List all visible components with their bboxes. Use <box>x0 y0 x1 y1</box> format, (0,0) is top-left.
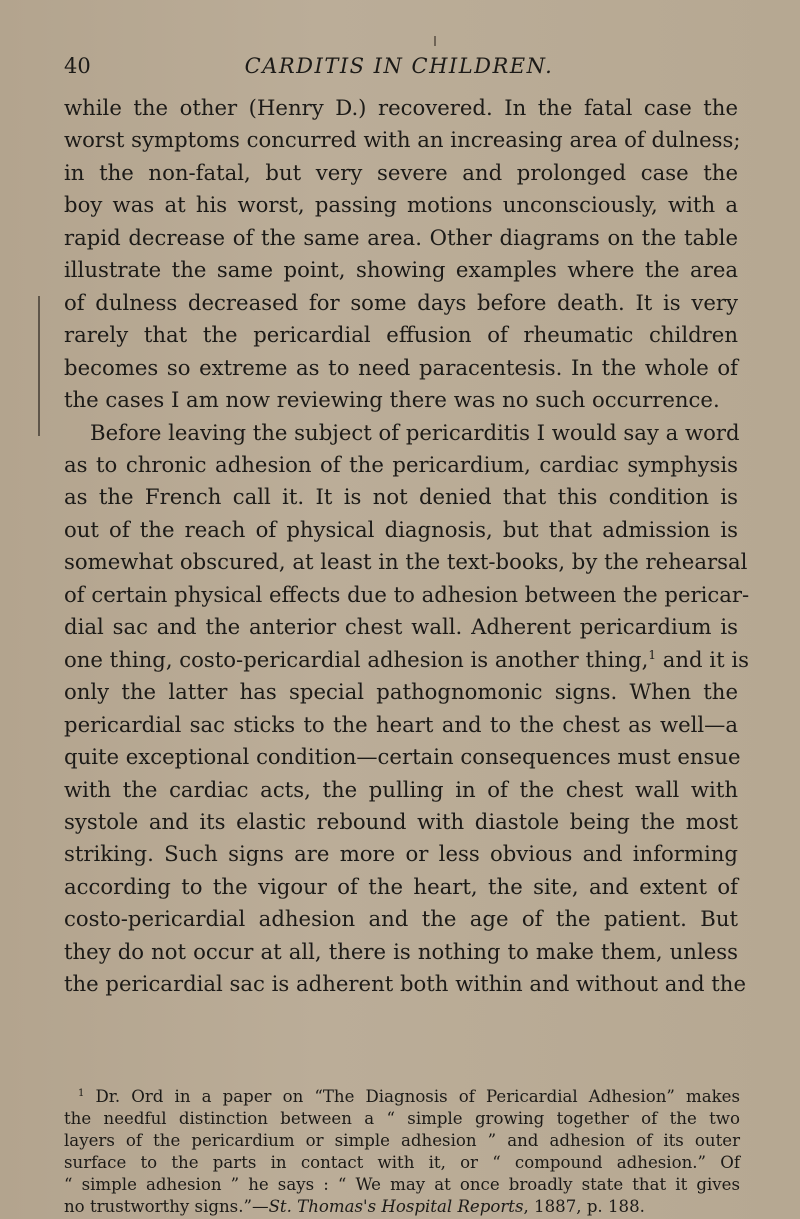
body-text <box>64 92 750 1001</box>
text-line: somewhat obscured, at least in the text-books, by the rehearsal <box>64 549 748 575</box>
text-line: with the cardiac acts, the pulling in of the chest wall with <box>64 776 738 802</box>
text-line: boy was at his worst, passing motions unconsciously, with a <box>64 192 738 218</box>
footnote-text: no trustworthy signs.”— <box>64 1197 269 1216</box>
text-line: costo-pericardial adhesion and the age of the patient. But <box>64 906 738 932</box>
text-line: while the other (Henry D.) recovered. In the fatal case the <box>64 95 738 120</box>
text-line: according to the vigour of the heart, the site, and extent of <box>64 873 738 899</box>
citation-details: , 1887, p. 188. <box>523 1197 645 1216</box>
page-number: 40 <box>64 54 91 78</box>
text-line: rarely that the pericardial effusion of rheumatic children <box>64 322 738 348</box>
text-line: the pericardial sac is adherent both within and without and the <box>64 971 746 997</box>
text-line: in the non-fatal, but very severe and prolonged case the <box>64 159 738 185</box>
text-line: quite exceptional condition—certain consequences must ensue <box>64 744 741 770</box>
margin-line-mark <box>38 296 40 436</box>
footnote <box>64 1086 740 1218</box>
text-line: systole and its elastic rebound with diastole being the most <box>64 808 738 834</box>
text-line: illustrate the same point, showing examples where the area <box>64 257 738 283</box>
text-line: dial sac and the anterior chest wall. Adherent pericardium is <box>64 614 738 640</box>
text-line: striking. Such signs are more or less obvious and informing <box>64 841 738 867</box>
footnote-text: Dr. Ord in a paper on “The Diagnosis of Pericardial Adhesion” makes <box>95 1087 741 1106</box>
footnote-line <box>64 1086 740 1108</box>
text-line: becomes so extreme as to need paracentesis. In the whole of <box>64 354 738 380</box>
footnote-line: “ simple adhesion ” he says : “ We may at once broadly state that it gives <box>64 1175 740 1194</box>
footnote-line: the needful distinction between a “ simple growing together of the two <box>64 1109 740 1128</box>
text-line: as to chronic adhesion of the pericardium, cardiac symphysis <box>64 451 738 477</box>
text-line: of dulness decreased for some days before death. It is very <box>64 289 738 315</box>
text-line: of certain physical effects due to adhesion between the pericar- <box>64 581 750 607</box>
text-line: they do not occur at all, there is nothing to make them, unless <box>64 938 738 964</box>
footnote-line: layers of the pericardium or simple adhesion ” and adhesion of its outer <box>64 1131 740 1150</box>
text-line: worst symptoms concurred with an increasing area of dulness; <box>64 127 741 153</box>
text-line-part: and it is <box>656 646 749 672</box>
text-line-part: one thing, costo-pericardial adhesion is another thing, <box>64 646 649 672</box>
text-line: out of the reach of physical diagnosis, but that admission is <box>64 516 738 542</box>
footnote-line <box>64 1196 740 1218</box>
page-header <box>64 54 734 84</box>
citation-source: St. Thomas's Hospital Reports <box>268 1197 524 1216</box>
footnote-reference: 1 <box>648 647 656 662</box>
running-title: CARDITIS IN CHILDREN. <box>244 54 554 78</box>
text-line: rapid decrease of the same area. Other diagrams on the table <box>64 224 738 250</box>
text-line: as the French call it. It is not denied that this condition is <box>64 484 738 510</box>
ink-speck <box>434 36 436 46</box>
text-line-with-note <box>64 644 749 676</box>
footnote-line: surface to the parts in contact with it, or “ compound adhesion.” Of <box>64 1153 740 1172</box>
text-line: the cases I am now reviewing there was no such occurrence. <box>64 387 720 413</box>
footnote-marker: 1 <box>78 1088 85 1099</box>
text-line: Before leaving the subject of pericarditis I would say a word <box>90 419 740 445</box>
text-line: only the latter has special pathognomonic signs. When the <box>64 679 738 705</box>
text-line: pericardial sac sticks to the heart and to the chest as well—a <box>64 711 738 737</box>
